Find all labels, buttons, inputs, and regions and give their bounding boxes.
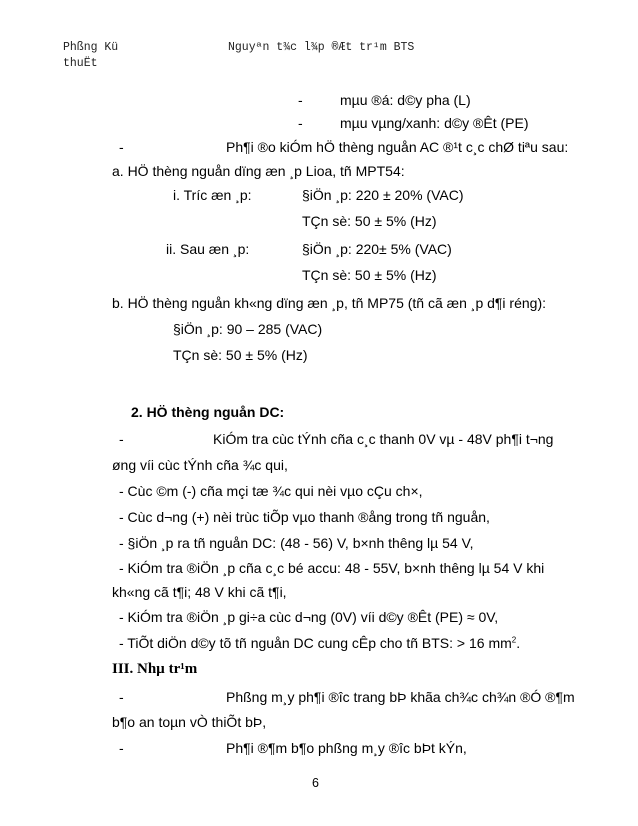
section-heading: III. Nhµ tr¹m — [112, 661, 198, 677]
bullet-dash: - — [119, 689, 124, 705]
text-line: a. HÖ thèng nguån dïng æn ¸p Lioa, tñ MPT54: — [112, 163, 405, 179]
header-title: Nguyªn t¾c l¾p ®Æt tr¹m BTS — [228, 41, 415, 54]
header-department-line2: thuËt — [63, 57, 98, 70]
text-line: KiÓm tra cùc tÝnh cña c¸c thanh 0V vµ - 48V ph¶i t¬ng — [213, 431, 554, 447]
bullet-dash: - — [298, 115, 303, 131]
text-line: Ph¶i ®o kiÓm hÖ thèng nguån AC ®¹t c¸c chØ tiªu sau: — [226, 139, 569, 155]
text-span: - TiÕt diÖn d©y tõ tñ nguån DC cung cÊp cho tñ BTS: > 16 mm — [119, 635, 512, 651]
bullet-dash: - — [119, 740, 124, 756]
text-line — [119, 634, 520, 652]
text-line: øng víi cùc tÝnh cña ¾c qui, — [112, 457, 288, 473]
text-line: Phßng m¸y ph¶i ®îc trang bÞ khãa ch¾c ch¾n ®Ó ®¶m — [226, 689, 575, 705]
text-line: - §iÖn ¸p ra tñ nguån DC: (48 - 56) V, b×nh thêng lµ 54 V, — [119, 535, 474, 551]
text-line: §iÖn ¸p: 220 ± 20% (VAC) — [302, 187, 464, 203]
list-label: ii. Sau æn ¸p: — [166, 241, 250, 257]
text-line: §iÖn ¸p: 90 – 285 (VAC) — [173, 321, 323, 337]
text-line: - Cùc d¬ng (+) nèi trùc tiÕp vµo thanh ®ång trong tñ nguån, — [119, 509, 490, 525]
header-department-line1: Phßng Kü — [63, 41, 119, 54]
text-line: §iÖn ¸p: 220± 5% (VAC) — [302, 241, 452, 257]
page-number: 6 — [312, 776, 319, 790]
text-line: TÇn sè: 50 ± 5% (Hz) — [302, 213, 437, 229]
text-line: mµu vµng/xanh: d©y ®Êt (PE) — [340, 115, 529, 131]
superscript: 2 — [511, 635, 517, 645]
text-span: . — [516, 635, 521, 651]
text-line: kh«ng cã t¶i; 48 V khi cã t¶i, — [112, 584, 287, 600]
text-line: b¶o an toµn vÒ thiÕt bÞ, — [112, 714, 267, 730]
text-line: - KiÓm tra ®iÖn ¸p gi÷a cùc d¬ng (0V) víi d©y ®Êt (PE) ≈ 0V, — [119, 609, 499, 625]
header-department — [63, 40, 118, 72]
text-line: Ph¶i ®¶m b¶o phßng m¸y ®îc bÞt kÝn, — [226, 740, 467, 756]
text-line: b. HÖ thèng nguån kh«ng dïng æn ¸p, tñ MP75 (tñ cã æn ¸p d¶i réng): — [112, 295, 546, 311]
text-line: - Cùc ©m (-) cña mçi tæ ¾c qui nèi vµo cÇu ch×, — [119, 483, 423, 499]
text-line: TÇn sè: 50 ± 5% (Hz) — [302, 267, 437, 283]
text-line: TÇn sè: 50 ± 5% (Hz) — [173, 347, 308, 363]
text-line: mµu ®á: d©y pha (L) — [340, 92, 471, 108]
list-label: i. Tríc æn ¸p: — [173, 187, 252, 203]
bullet-dash: - — [119, 431, 124, 447]
bullet-dash: - — [298, 92, 303, 108]
bullet-dash: - — [119, 139, 124, 155]
text-line: - KiÓm tra ®iÖn ¸p cña c¸c bé accu: 48 - 55V, b×nh thêng lµ 54 V khi — [119, 560, 545, 576]
section-heading: 2. HÖ thèng nguån DC: — [131, 404, 285, 420]
